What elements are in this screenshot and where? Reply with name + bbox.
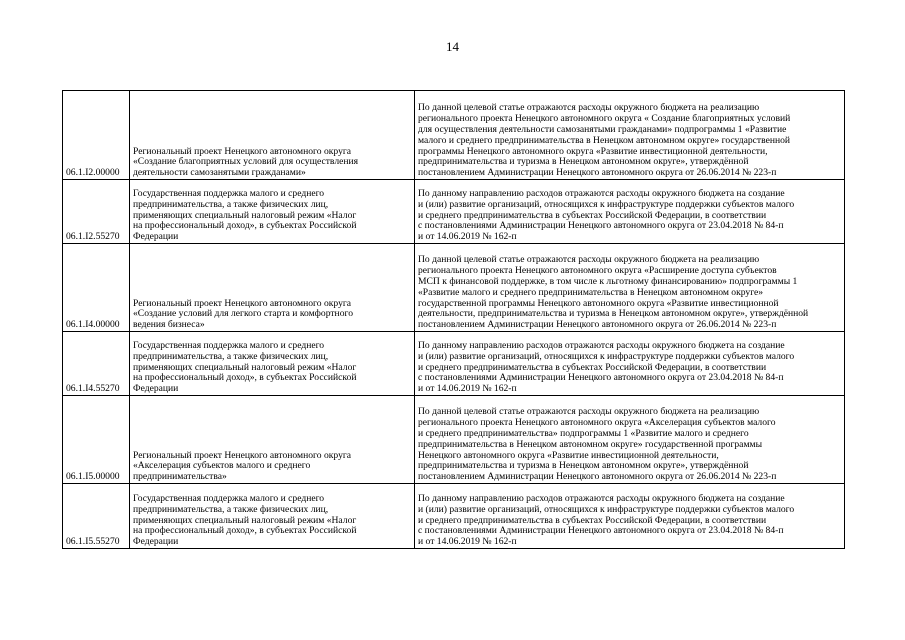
target-article-description: По данному направлению расходов отражаются расходы окружного бюджета на создание и (или) развитие организаций, относящихся к инфраструктуре поддержки субъектов малого и среднего предпринимательства в субъектах Российской Федерации, в соответствии с постановлениями Администрации Ненецкого автономного округа от 23.04.2018 № 84-п и от 14.06.2019 № 162-п: [415, 332, 845, 396]
target-article-name: Государственная поддержка малого и среднего предпринимательства, а также физических лиц, применяющих специальный налоговый режим «Налог на профессиональный доход», в субъектах Российской Федерации: [130, 180, 415, 244]
table-row: [63, 484, 845, 549]
target-article-description: По данной целевой статье отражаются расходы окружного бюджета на реализацию регионального проекта Ненецкого автономного округа «Акселерация субъектов малого и среднего предпринимательства» подпрограммы 1 «Развитие малого и среднего предпринимательства в Ненецком автономном округе» государственной программы Ненецкого автономного округа «Развитие инвестиционной деятельности, предпринимательства и туризма в Ненецком автономном округе», утверждённой постановлением Администрации Ненецкого автономного округа от 26.06.2014 № 223-п: [415, 396, 845, 484]
budget-classification-table: [62, 90, 845, 549]
table-row: [63, 180, 845, 244]
target-article-description: По данному направлению расходов отражаются расходы окружного бюджета на создание и (или) развитие организаций, относящихся к инфраструктуре поддержки субъектов малого и среднего предпринимательства в субъектах Российской Федерации, в соответствии с постановлениями Администрации Ненецкого автономного округа от 23.04.2018 № 84-п и от 14.06.2019 № 162-п: [415, 180, 845, 244]
target-article-description: По данному направлению расходов отражаются расходы окружного бюджета на создание и (или) развитие организаций, относящихся к инфраструктуре поддержки субъектов малого и среднего предпринимательства в субъектах Российской Федерации, в соответствии с постановлениями Администрации Ненецкого автономного округа от 23.04.2018 № 84-п и от 14.06.2019 № 162-п: [415, 484, 845, 549]
table-row: [63, 91, 845, 180]
target-article-code: 06.1.I4.55270: [63, 332, 130, 396]
target-article-name: Региональный проект Ненецкого автономного округа «Акселерация субъектов малого и среднего предпринимательства»: [130, 396, 415, 484]
table-row: [63, 244, 845, 332]
target-article-description: По данной целевой статье отражаются расходы окружного бюджета на реализацию регионального проекта Ненецкого автономного округа « Создание благоприятных условий для осуществления деятельности самозанятыми гражданами» подпрограммы 1 «Развитие малого и среднего предпринимательства в Ненецком автономном округе» государственной программы Ненецкого автономного округа «Развитие инвестиционной деятельности, предпринимательства и туризма в Ненецком автономном округе», утверждённой постановлением Администрации Ненецкого автономного округа от 26.06.2014 № 223-п: [415, 91, 845, 180]
target-article-code: 06.1.I2.55270: [63, 180, 130, 244]
target-article-name: Государственная поддержка малого и среднего предпринимательства, а также физических лиц, применяющих специальный налоговый режим «Налог на профессиональный доход», в субъектах Российской Федерации: [130, 332, 415, 396]
target-article-name: Региональный проект Ненецкого автономного округа «Создание благоприятных условий для осуществления деятельности самозанятыми гражданами»: [130, 91, 415, 180]
target-article-code: 06.1.I2.00000: [63, 91, 130, 180]
target-article-code: 06.1.I4.00000: [63, 244, 130, 332]
table-row: [63, 396, 845, 484]
target-article-name: Государственная поддержка малого и среднего предпринимательства, а также физических лиц, применяющих специальный налоговый режим «Налог на профессиональный доход», в субъектах Российской Федерации: [130, 484, 415, 549]
page-number: 14: [446, 39, 459, 54]
target-article-description: По данной целевой статье отражаются расходы окружного бюджета на реализацию регионального проекта Ненецкого автономного округа «Расширение доступа субъектов МСП к финансовой поддержке, в том числе к льготному финансированию» подпрограммы 1 «Развитие малого и среднего предпринимательства в Ненецком автономном округе» государственной программы Ненецкого автономного округа «Развитие инвестиционной деятельности, предпринимательства и туризма в Ненецком автономном округе», утверждённой постановлением Администрации Ненецкого автономного округа от 26.06.2014 № 223-п: [415, 244, 845, 332]
target-article-code: 06.1.I5.00000: [63, 396, 130, 484]
target-article-code: 06.1.I5.55270: [63, 484, 130, 549]
target-article-name: Региональный проект Ненецкого автономного округа «Создание условий для легкого старта и комфортного ведения бизнеса»: [130, 244, 415, 332]
table-row: [63, 332, 845, 396]
